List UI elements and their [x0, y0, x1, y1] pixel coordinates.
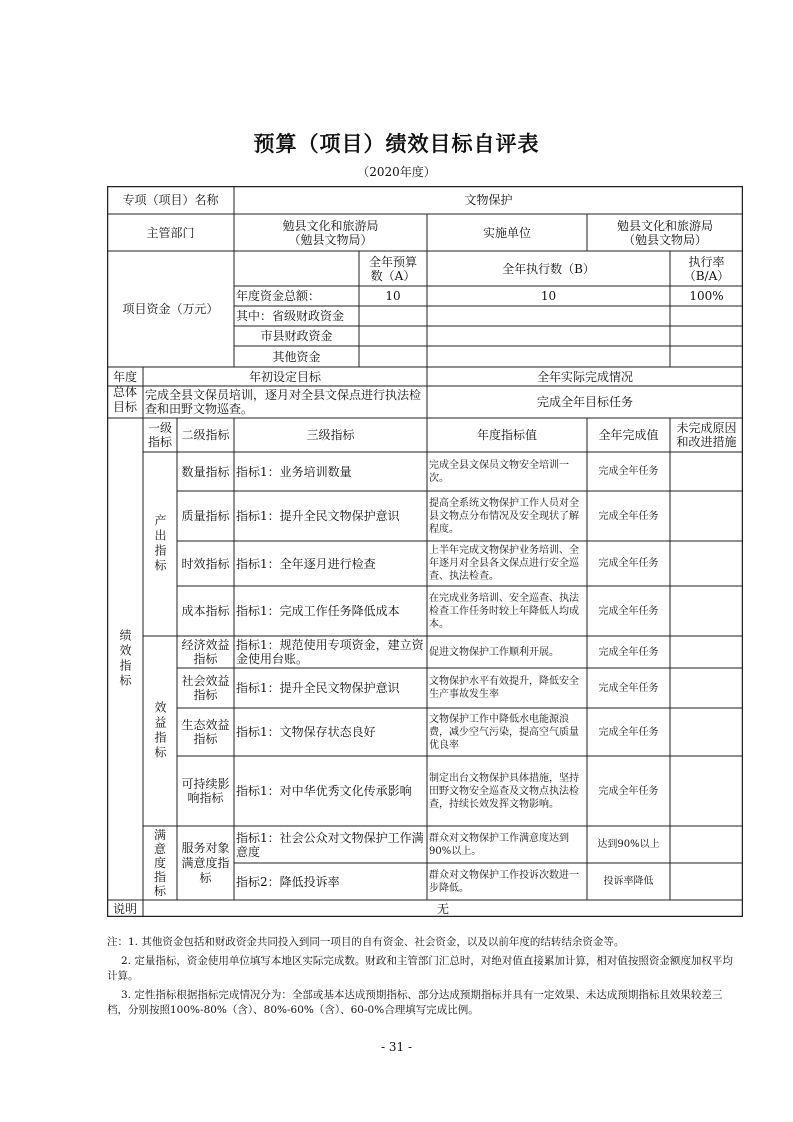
page-title: 预算（项目）绩效目标自评表 — [253, 131, 540, 156]
row-actual: 完成全年任务 — [598, 682, 659, 694]
row-l3: 指标1：业务培训数量 — [236, 464, 352, 479]
row-actual: 完成全年任务 — [598, 558, 659, 569]
remark-label: 说明 — [112, 901, 137, 916]
perf-label: 绩效指标 — [118, 629, 132, 689]
funds-row-budget: 10 — [385, 289, 401, 303]
row-annual: 在完成业务培训、安全巡查、执法检查工作任务时较上年降低人均成本。 — [429, 592, 579, 630]
funds-label: 项目资金（万元） — [122, 302, 219, 316]
row-actual: 完成全年任务 — [598, 466, 659, 477]
row-l3: 指标1：全年逐月进行检查 — [236, 556, 376, 571]
row-annual: 促进文物保护工作顺利开展。 — [429, 646, 559, 658]
row-actual: 完成全年任务 — [598, 726, 659, 738]
funds-row-label: 市县财政资金 — [260, 329, 333, 343]
row-actual: 完成全年任务 — [598, 605, 659, 617]
row-annual: 文物保护工作中降低水电能源浪费，减少空气污染，提高空气质量优良率 — [429, 713, 579, 751]
row-annual: 群众对文物保护工作满意度达到90%以上。 — [429, 832, 569, 857]
row-actual: 达到90%以上 — [597, 839, 660, 850]
evaluation-table — [107, 186, 743, 917]
funds-row-exec: 10 — [540, 289, 557, 303]
footnote-2: 2. 定量指标，资金使用单位填写本地区实际完成数。财政和主管部门汇总时，对绝对值直接累加计算，相对值按照资金额度加权平均计算。 — [107, 955, 733, 982]
row-annual: 完成全县文保员文物安全培训一次。 — [429, 459, 569, 484]
row-annual: 上半年完成文物保护业务培训、全年逐月对全县各文保点进行安全巡查、执法检查。 — [429, 545, 579, 582]
group-output: 产出指标 — [153, 514, 167, 574]
project-name-value: 文物保护 — [464, 193, 513, 207]
row-l2: 可持续影 响指标 — [181, 777, 230, 805]
impl-label: 实施单位 — [482, 225, 531, 240]
row-l3: 指标1：对中华优秀文化传承影响 — [236, 784, 412, 798]
row-annual: 提高全系统文物保护工作人员对全县文物点分布情况及安全现状了解程度。 — [429, 497, 579, 535]
funds-row-label: 其中：省级财政资金 — [236, 309, 345, 323]
row-annual: 制定出台文物保护具体措施，坚持田野文物安全巡查及文物点执法检查，持续长效发挥文物影响。 — [429, 772, 579, 810]
satisfaction-l2: 服务对象 满意度指 标 — [181, 840, 230, 885]
project-name-label: 专项（项目）名称 — [122, 193, 219, 207]
row-l2: 生态效益 指标 — [181, 718, 230, 746]
goal-plan: 完成全县文保员培训，逐月对全县文保点进行执法检查和田野文物巡查。 — [145, 388, 422, 416]
remark-value: 无 — [436, 901, 449, 916]
row-actual: 完成全年任务 — [598, 510, 659, 522]
footnote-3: 3. 定性指标根据指标完成情况分为：全部或基本达成预期指标、部分达成预期指标并具有一定效果、未达成预期指标且效果较差三档，分别按照100%-80%（含）、80%-60%（含）、60-0%合理填写完成比例。 — [107, 989, 723, 1016]
row-l3: 指标2：降低投诉率 — [236, 874, 340, 889]
l3-header: 三级指标 — [306, 428, 355, 442]
dept-label: 主管部门 — [146, 225, 195, 240]
row-actual: 完成全年任务 — [598, 646, 659, 658]
group-benefit: 效益指标 — [153, 701, 167, 761]
dept-value: 勉县文化和旅游局 （勉县文物局） — [282, 218, 379, 247]
row-annual: 群众对文物保护工作投诉次数进一步降低。 — [429, 869, 579, 894]
col-exec-header: 全年执行数（B） — [502, 261, 595, 276]
goal-plan-header: 年初设定目标 — [248, 369, 321, 384]
col-budget-header: 全年预算 数（A） — [368, 254, 417, 283]
funds-row-label: 年度资金总额： — [236, 289, 321, 303]
row-l3: 指标1：提升全民文物保护意识 — [236, 681, 400, 695]
row-actual: 完成全年任务 — [598, 785, 659, 797]
row-l3: 指标1：完成工作任务降低成本 — [236, 604, 400, 618]
row-l2: 成本指标 — [181, 604, 230, 618]
impl-value: 勉县文化和旅游局 （勉县文物局） — [616, 218, 713, 247]
goal-actual: 完成全年目标任务 — [536, 395, 633, 409]
reason-header: 未完成原因 和改进措施 — [676, 421, 737, 449]
year-subtitle: （2020年度） — [357, 165, 436, 179]
row-l2: 经济效益 指标 — [181, 638, 230, 666]
page-number: - 31 - — [380, 1040, 412, 1054]
row-l2: 数量指标 — [181, 464, 230, 479]
l2-header: 二级指标 — [181, 428, 230, 442]
footnotes — [107, 935, 743, 1022]
row-l3: 指标1：文物保存状态良好 — [236, 725, 376, 739]
row-l2: 时效指标 — [181, 556, 230, 571]
annual-header: 年度指标值 — [476, 428, 537, 442]
footnote-1: 注：1. 其他资金包括和财政资金共同投入到同一项目的自有资金、社会资金，以及以前年度的结转结余资金等。 — [107, 936, 625, 948]
row-annual: 文物保护水平有效提升，降低安全生产事故发生率 — [429, 676, 579, 700]
col-rate-header: 执行率 （B/A） — [683, 254, 730, 283]
l1-header: 一级 指标 — [147, 421, 172, 449]
row-actual: 投诉率降低 — [603, 876, 654, 887]
group-satisfaction: 满意度指标 — [153, 828, 166, 898]
row-l3: 指标1：提升全民文物保护意识 — [236, 509, 400, 523]
funds-row-label: 其他资金 — [272, 349, 321, 364]
row-l3: 指标1：规范使用专项资金，建立资金使用台账。 — [236, 638, 424, 666]
row-l2: 质量指标 — [181, 509, 230, 523]
row-l3: 指标1：社会公众对文物保护工作满意度 — [236, 830, 424, 859]
actual-header: 全年完成值 — [598, 428, 659, 442]
row-l2: 社会效益 指标 — [181, 674, 230, 702]
funds-row-rate: 100% — [689, 289, 724, 303]
goal-actual-header: 全年实际完成情况 — [536, 369, 633, 384]
goal-label: 年度 总体 目标 — [112, 370, 137, 414]
